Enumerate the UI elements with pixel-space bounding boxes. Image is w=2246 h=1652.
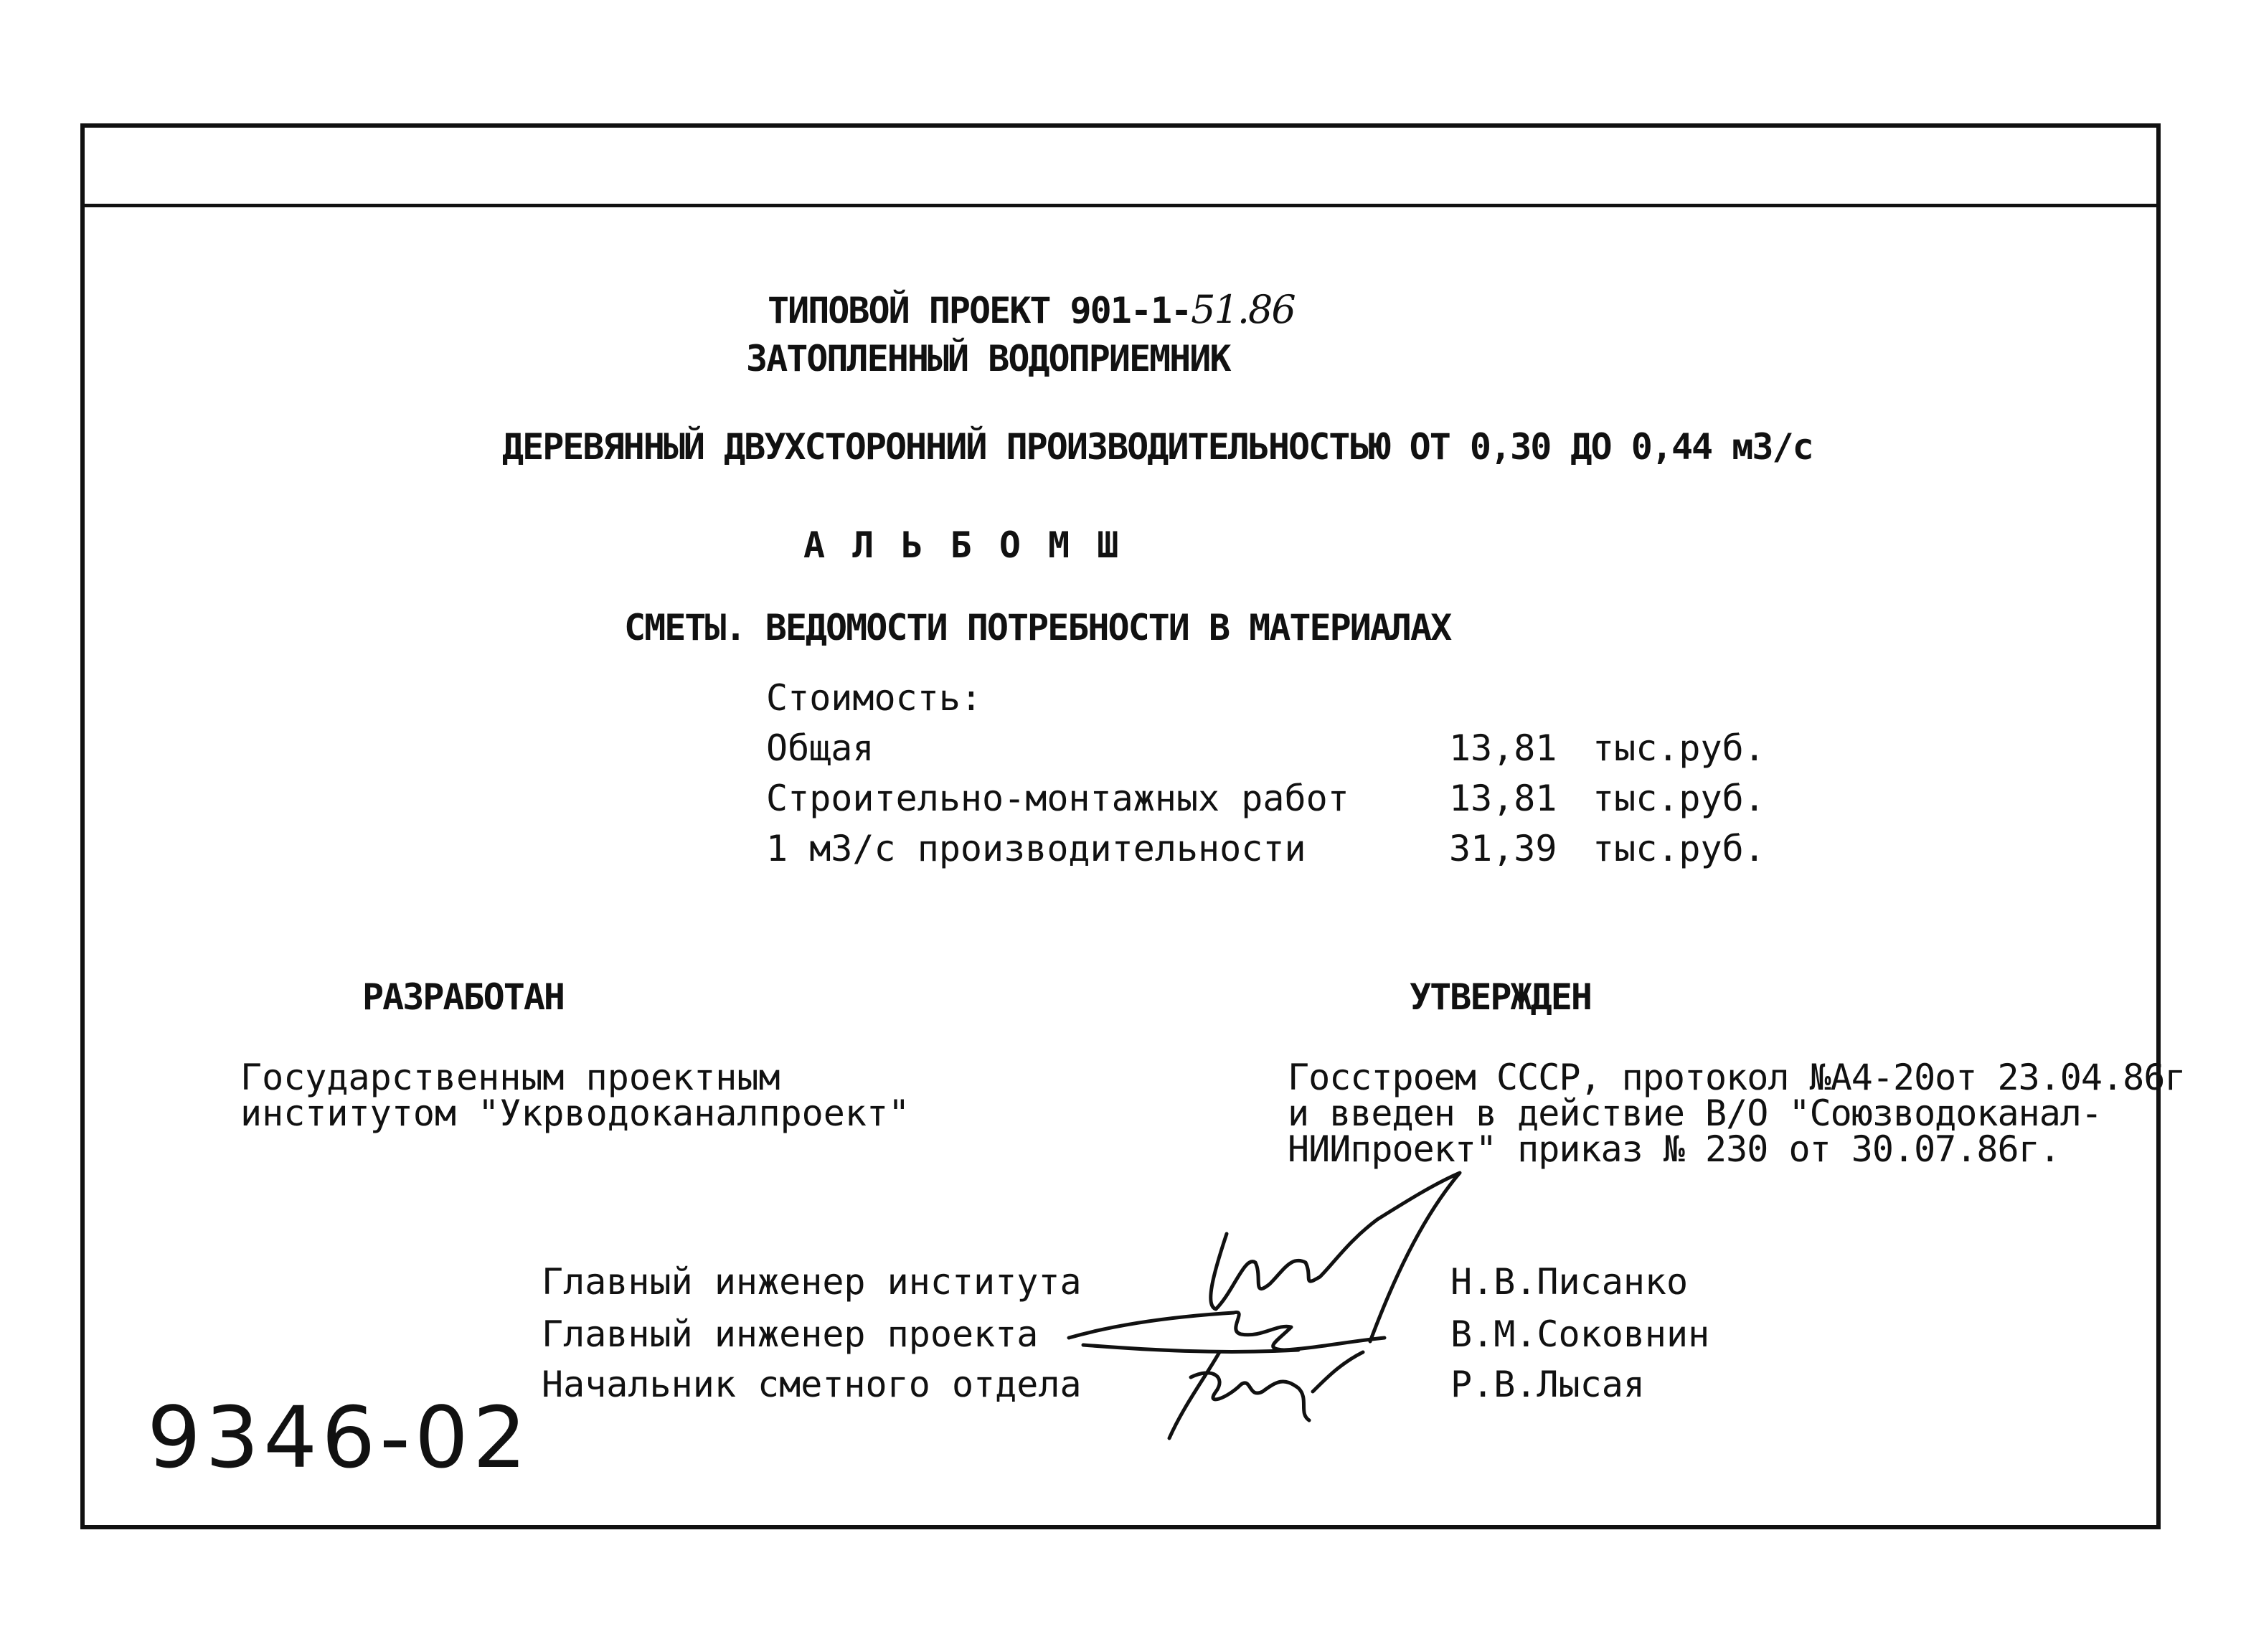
developed-heading: РАЗРАБОТАН: [362, 976, 565, 1018]
handwritten-signatures: [1062, 1162, 1463, 1449]
title-block-divider: [80, 204, 2161, 207]
project-code: [768, 287, 1295, 332]
album-subject: СМЕТЫ. ВЕДОМОСТИ ПОТРЕБНОСТИ В МАТЕРИАЛАХ: [624, 607, 1451, 648]
cost-unit-construction: тыс.руб.: [1593, 778, 1765, 819]
cost-label-construction: Строительно-монтажных работ: [766, 778, 1349, 819]
cost-value-per-capacity: 31,39: [1449, 828, 1557, 869]
approved-heading: УТВЕРЖДЕН: [1410, 976, 1591, 1018]
project-code-prefix: ТИПОВОЙ ПРОЕКТ 901-1-: [768, 290, 1192, 331]
cost-heading: Стоимость:: [766, 677, 983, 719]
project-description: ДЕРЕВЯННЫЙ ДВУХСТОРОННИЙ ПРОИЗВОДИТЕЛЬНОСТЬЮ ОТ 0,30 ДО 0,44 м3/с: [502, 426, 1813, 468]
developed-line-1: Государственным проектным: [240, 1057, 780, 1098]
signatory-role-2: Главный инженер проекта: [542, 1313, 1039, 1355]
signature-chief-engineer-institute: [1211, 1173, 1460, 1341]
signatory-role-3: Начальник сметного отдела: [542, 1364, 1082, 1405]
cost-unit-total: тыс.руб.: [1593, 727, 1765, 769]
signature-chief-engineer-project: [1069, 1312, 1384, 1351]
cost-value-total: 13,81: [1449, 727, 1557, 769]
project-code-handwritten-suffix: 51.86: [1191, 287, 1295, 332]
signature-head-estimates: [1169, 1352, 1363, 1438]
signatory-name-1: Н.В.Писанко: [1450, 1261, 1689, 1303]
album-title: А Л Ь Б О М Ш: [803, 524, 1122, 566]
signatory-name-3: Р.В.Лысая: [1450, 1364, 1645, 1405]
approved-line-1: Госстроем СССР, протокол №А4-20от 23.04.86г: [1288, 1057, 2186, 1098]
signatory-name-2: В.М.Соковнин: [1450, 1313, 1710, 1355]
approved-line-3: НИИпроект" приказ № 230 от 30.07.86г.: [1288, 1128, 2060, 1170]
cost-label-per-capacity: 1 м3/с производительности: [766, 828, 1306, 869]
object-name: ЗАТОПЛЕННЫЙ ВОДОПРИЕМНИК: [746, 338, 1230, 379]
signatory-role-1: Главный инженер института: [542, 1261, 1082, 1303]
cost-unit-per-capacity: тыс.руб.: [1593, 828, 1765, 869]
cost-label-total: Общая: [766, 727, 874, 769]
archive-number: 9346-02: [147, 1388, 532, 1487]
approved-line-2: и введен в действие В/О "Союзводоканал-: [1288, 1092, 2102, 1134]
developed-line-2: институтом "Укрводоканалпроект": [240, 1092, 910, 1134]
cost-value-construction: 13,81: [1449, 778, 1557, 819]
